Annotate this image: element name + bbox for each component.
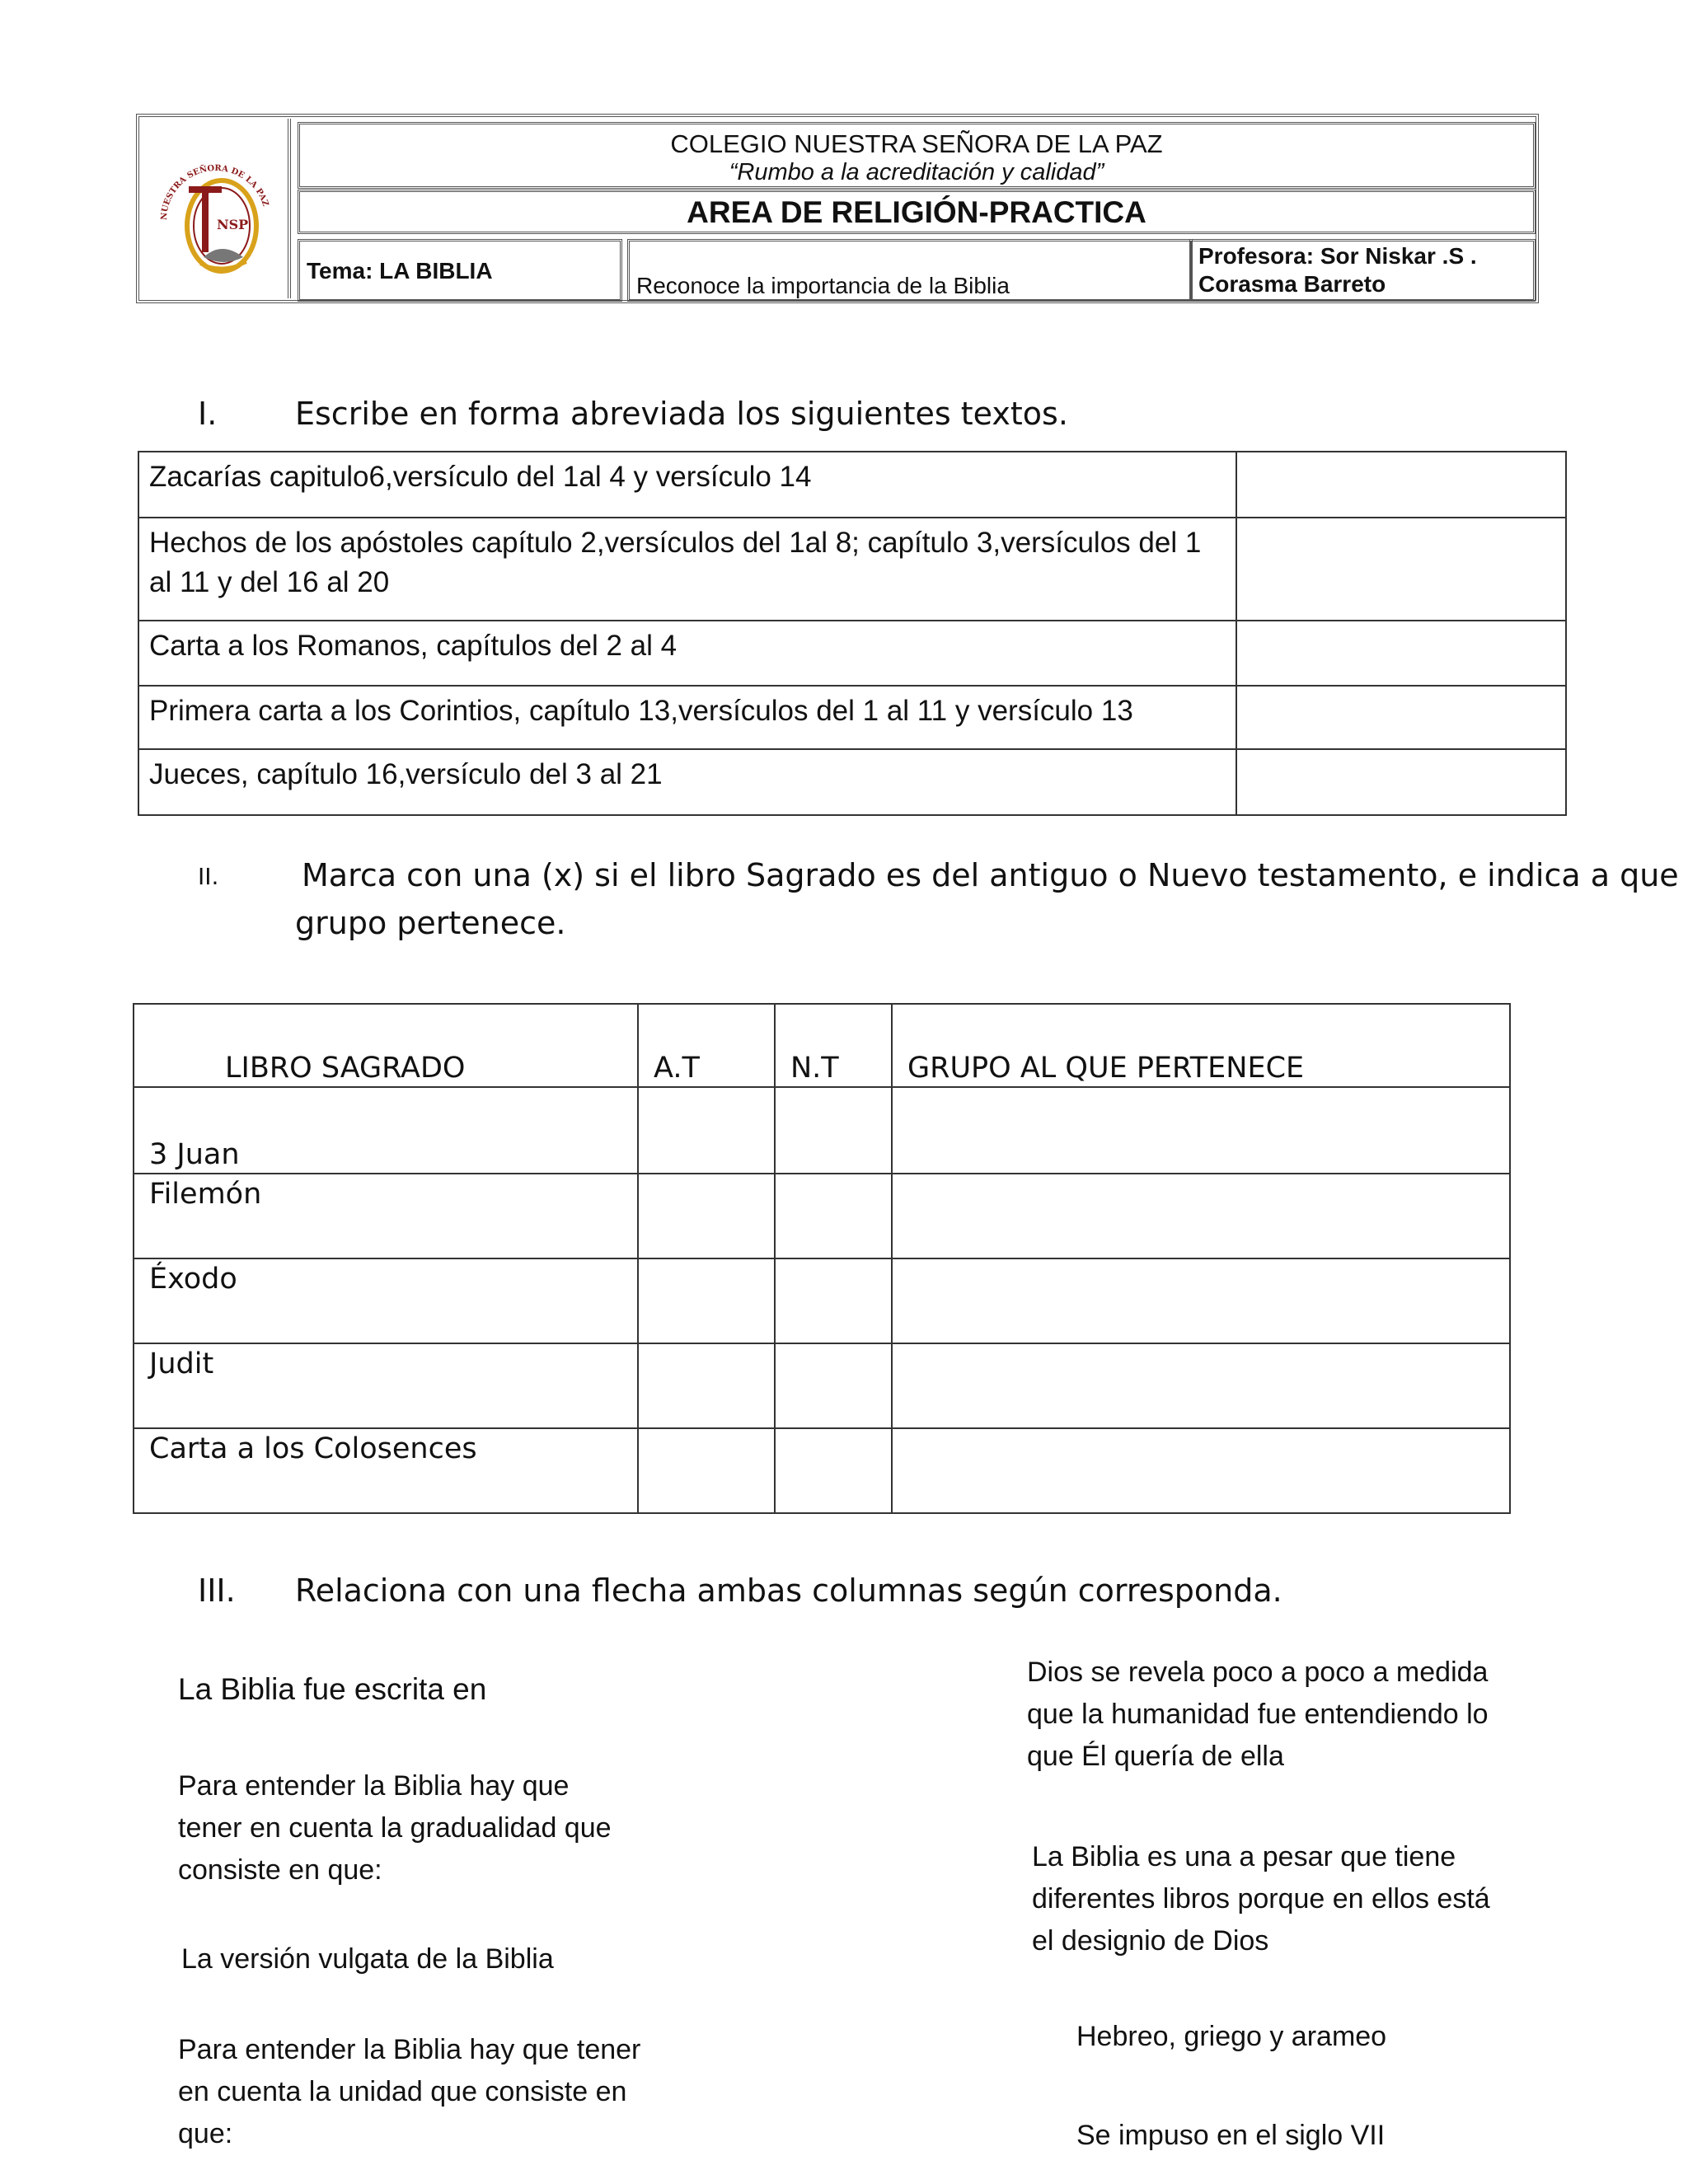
- reference-text: Zacarías capitulo6,versículo del 1al 4 y versículo 14: [138, 452, 1236, 518]
- left-item[interactable]: La Biblia fue escrita en: [178, 1672, 487, 1706]
- right-item[interactable]: La Biblia es una a pesar que tiene diferentes libros porque en ellos está el designio de Dios: [1032, 1841, 1490, 1957]
- table-row: [138, 621, 1566, 686]
- section3-title: Relaciona con una flecha ambas columnas según corresponda.: [295, 1572, 1282, 1609]
- section2-number: II.: [198, 863, 219, 890]
- logo-arc-text: NUESTRA SEÑORA DE LA PAZ: [159, 163, 270, 221]
- book-name: Judit: [134, 1343, 638, 1428]
- group-cell[interactable]: [892, 1428, 1510, 1513]
- teacher-line2: Corasma Barreto: [1198, 271, 1386, 297]
- testament-table: [133, 1003, 1511, 1514]
- group-cell[interactable]: [892, 1258, 1510, 1343]
- header-grupo: GRUPO AL QUE PERTENECE: [892, 1004, 1510, 1087]
- left-item[interactable]: La versión vulgata de la Biblia: [181, 1943, 554, 1975]
- table-row: [134, 1343, 1510, 1428]
- logo-cell: [141, 119, 291, 298]
- table-row: [134, 1174, 1510, 1258]
- table-row: [134, 1428, 1510, 1513]
- answer-cell[interactable]: [1236, 686, 1566, 749]
- header-at: A.T: [638, 1004, 775, 1087]
- book-name: Éxodo: [134, 1258, 638, 1343]
- objective-box: [627, 239, 1193, 302]
- book-name: Carta a los Colosences: [134, 1428, 638, 1513]
- section3-number: III.: [198, 1572, 236, 1609]
- reference-text: Carta a los Romanos, capítulos del 2 al 4: [138, 621, 1236, 686]
- at-cell[interactable]: [638, 1428, 775, 1513]
- area-title: AREA DE RELIGIÓN-PRACTICA: [687, 195, 1146, 229]
- teacher-line1: Profesora: Sor Niskar .S .: [1198, 243, 1477, 269]
- at-cell[interactable]: [638, 1174, 775, 1258]
- group-cell[interactable]: [892, 1343, 1510, 1428]
- reference-text: Primera carta a los Corintios, capítulo 13,versículos del 1 al 11 y versículo 13: [138, 686, 1236, 749]
- section1-number: I.: [198, 396, 218, 432]
- nt-cell[interactable]: [775, 1258, 892, 1343]
- left-item[interactable]: Para entender la Biblia hay que tener en cuenta la unidad que consiste en que:: [178, 2034, 641, 2149]
- at-cell[interactable]: [638, 1087, 775, 1174]
- school-title-box: [298, 122, 1536, 189]
- right-item[interactable]: Se impuso en el siglo VII: [1076, 2120, 1386, 2151]
- abbreviation-table: [138, 451, 1567, 816]
- school-name: COLEGIO NUESTRA SEÑORA DE LA PAZ: [670, 129, 1163, 158]
- table-row: [138, 452, 1566, 518]
- teacher-box: [1189, 239, 1536, 302]
- header-box: [136, 114, 1539, 303]
- nt-cell[interactable]: [775, 1087, 892, 1174]
- answer-cell[interactable]: [1236, 621, 1566, 686]
- section2-title-line2: grupo pertenece.: [295, 905, 566, 941]
- topic-box: [298, 239, 622, 302]
- right-item[interactable]: Dios se revela poco a poco a medida que la humanidad fue entendiendo lo que Él quería de ella: [1027, 1657, 1489, 1772]
- nt-cell[interactable]: [775, 1174, 892, 1258]
- topic-label: Tema: LA BIBLIA: [307, 258, 493, 284]
- section2-title-line1: Marca con una (x) si el libro Sagrado es del antiguo o Nuevo testamento, e indica a que: [302, 857, 1679, 893]
- school-logo: [146, 125, 286, 290]
- nt-cell[interactable]: [775, 1343, 892, 1428]
- answer-cell[interactable]: [1236, 452, 1566, 518]
- table-row: [134, 1087, 1510, 1174]
- answer-cell[interactable]: [1236, 518, 1566, 621]
- table-row: [138, 518, 1566, 621]
- table-row: [134, 1258, 1510, 1343]
- header-nt: N.T: [775, 1004, 892, 1087]
- left-item[interactable]: Para entender la Biblia hay que tener en cuenta la gradualidad que consiste en que:: [178, 1770, 612, 1886]
- logo-initials: NSP: [217, 217, 249, 232]
- answer-cell[interactable]: [1236, 749, 1566, 815]
- at-cell[interactable]: [638, 1258, 775, 1343]
- objective-text: Reconoce la importancia de la Biblia: [636, 273, 1010, 298]
- area-box: [298, 190, 1536, 234]
- right-item[interactable]: Hebreo, griego y arameo: [1076, 2021, 1387, 2052]
- book-name: 3 Juan: [134, 1087, 638, 1174]
- group-cell[interactable]: [892, 1174, 1510, 1258]
- table-row: [138, 686, 1566, 749]
- at-cell[interactable]: [638, 1343, 775, 1428]
- school-motto: “Rumbo a la acreditación y calidad”: [729, 159, 1104, 185]
- book-name: Filemón: [134, 1174, 638, 1258]
- section1-title: Escribe en forma abreviada los siguientes textos.: [295, 396, 1068, 432]
- reference-text: Hechos de los apóstoles capítulo 2,versículos del 1al 8; capítulo 3,versículos del 1 al 11 y del 16 al 20: [138, 518, 1236, 621]
- reference-text: Jueces, capítulo 16,versículo del 3 al 21: [138, 749, 1236, 815]
- header-libro: LIBRO SAGRADO: [134, 1004, 638, 1087]
- table-row: [138, 749, 1566, 815]
- nt-cell[interactable]: [775, 1428, 892, 1513]
- group-cell[interactable]: [892, 1087, 1510, 1174]
- table-header-row: [134, 1004, 1510, 1087]
